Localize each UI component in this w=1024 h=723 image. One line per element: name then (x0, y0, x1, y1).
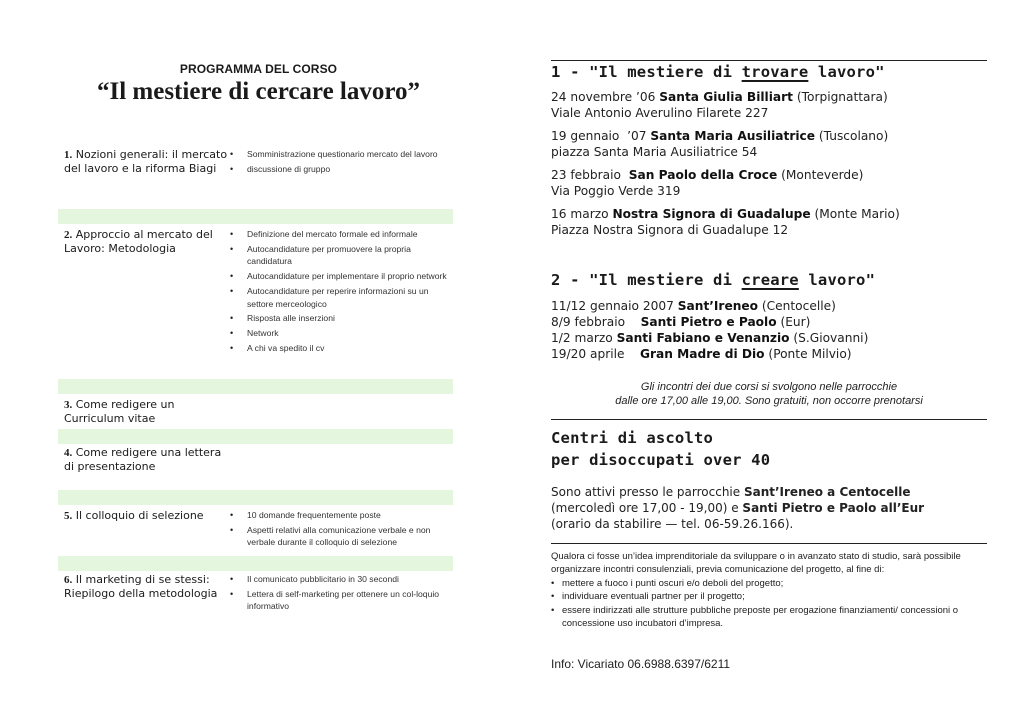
event-entry (551, 314, 987, 330)
centri-text: (orario da stabilire — tel. 06-59.26.166). (551, 517, 794, 531)
event-entry (551, 330, 987, 346)
module-number: 6. (64, 574, 73, 586)
module-topics (230, 509, 452, 551)
course-title-prefix: 1 - "Il mestiere di (551, 63, 742, 81)
event-address: piazza Santa Maria Ausiliatrice 54 (551, 145, 758, 159)
module-4 (58, 446, 453, 486)
module-label: Come redigere una lettera di presentazione (64, 446, 222, 473)
top-divider (551, 60, 987, 61)
idea-intro: Qualora ci fosse un’idea imprenditoriale da sviluppare o in avanzato stato di studio, sarà possibile organizzare incontri consulenziali, previa comunicazione del progetto, al fine di: (551, 551, 961, 576)
idea-list (551, 577, 987, 631)
topic-item: • Definizione del mercato formale ed informale (230, 228, 452, 240)
course-1-title (551, 63, 987, 81)
event-area: (Tuscolano) (815, 129, 889, 143)
event-place: Santi Fabiano e Venanzio (616, 331, 790, 345)
event-area: (Monteverde) (777, 168, 864, 182)
topic-item: • Aspetti relativi alla comunicazione verbale e non verbale durante il colloquio di selezione (230, 524, 452, 549)
topic-item: • Autocandidature per promuovere la propria candidatura (230, 243, 452, 268)
separator-band (58, 379, 453, 394)
event-entry (551, 167, 987, 199)
module-number: 3. (64, 399, 73, 411)
event-list (551, 298, 987, 362)
program-title: “Il mestiere di cercare lavoro” (96, 78, 421, 105)
centri-parish: Santi Pietro e Paolo all’Eur (742, 501, 925, 515)
module-title (64, 573, 229, 601)
event-date: 23 febbraio (551, 168, 629, 182)
event-date: 24 novembre ’06 (551, 90, 660, 104)
course-2-section (551, 271, 987, 362)
lower-divider (551, 543, 987, 544)
module-title (64, 446, 229, 474)
topic-item: • Risposta alle inserzioni (230, 312, 452, 324)
module-6 (58, 573, 453, 619)
idea-item: • individuare eventuali partner per il progetto; (551, 590, 987, 603)
topic-item: • Lettera di self-marketing per ottenere un col-loquio informativo (230, 588, 452, 613)
event-entry (551, 128, 987, 160)
module-2 (58, 228, 453, 378)
event-entry (551, 346, 987, 362)
module-number: 5. (64, 510, 73, 522)
module-topics (230, 228, 452, 357)
event-date: 8/9 febbraio (551, 315, 641, 329)
module-number: 4. (64, 447, 73, 459)
event-address: Viale Antonio Averulino Filarete 227 (551, 106, 769, 120)
event-place: Santa Maria Ausiliatrice (650, 129, 815, 143)
idea-section (551, 550, 987, 630)
course-title-suffix: lavoro" (808, 63, 885, 81)
module-1 (58, 148, 453, 208)
module-number: 2. (64, 229, 73, 241)
module-topics (230, 148, 452, 178)
module-label: Nozioni generali: il mercato del lavoro e la riforma Biagi (64, 148, 228, 175)
separator-band (58, 490, 453, 505)
course-title-suffix: lavoro" (798, 271, 876, 289)
left-header (58, 62, 453, 106)
module-label: Approccio al mercato del Lavoro: Metodologia (64, 228, 213, 255)
course-1-section (551, 63, 987, 238)
event-date: 16 marzo (551, 207, 613, 221)
program-label: PROGRAMMA DEL CORSO (179, 62, 338, 76)
topic-item: • Autocandidature per implementare il proprio network (230, 270, 452, 282)
course-title-keyword: trovare (741, 63, 809, 81)
module-topics (230, 573, 452, 615)
topic-item: • Autocandidature per reperire informazioni su un settore merceologico (230, 285, 452, 310)
separator-band (58, 556, 453, 571)
event-area: (Torpignattara) (792, 90, 888, 104)
module-title (64, 148, 229, 176)
topic-item: • discussione di gruppo (230, 163, 452, 175)
event-entry (551, 89, 987, 121)
event-date: 11/12 gennaio 2007 (551, 299, 678, 313)
module-label: Come redigere un Curriculum vitae (64, 398, 175, 425)
separator-band (58, 209, 453, 224)
event-place: Gran Madre di Dio (639, 347, 765, 361)
event-date: 1/2 marzo (551, 331, 617, 345)
event-place: Sant’Ireneo (677, 299, 759, 313)
centri-title (551, 427, 987, 471)
event-entry (551, 298, 987, 314)
centri-parish: Sant’Ireneo a Centocelle (743, 485, 911, 499)
event-place: San Paolo della Croce (628, 168, 778, 182)
centri-text: (mercoledì ore 17,00 - 19,00) e (551, 501, 743, 515)
event-area: (Ponte Milvio) (764, 347, 852, 361)
module-label: Il marketing di se stessi: Riepilogo della metodologia (64, 573, 218, 600)
note-line: dalle ore 17,00 alle 19,00. Sono gratuiti, non occorre prenotarsi (615, 395, 923, 407)
event-place: Santi Pietro e Paolo (640, 315, 777, 329)
event-area: (Centocelle) (758, 299, 836, 313)
topic-item: • 10 domande frequentemente poste (230, 509, 452, 521)
centri-text: Sono attivi presso le parrocchie (551, 485, 744, 499)
course-note (551, 380, 987, 408)
module-title (64, 398, 229, 426)
note-line: Gli incontri dei due corsi si svolgono nelle parrocchie (640, 381, 898, 393)
centri-title-line: per disoccupati over 40 (551, 451, 771, 469)
event-area: (Eur) (776, 315, 811, 329)
centri-title-line: Centri di ascolto (551, 429, 714, 447)
module-title (64, 509, 229, 523)
event-area: (S.Giovanni) (789, 331, 869, 345)
centri-body (551, 484, 987, 532)
event-entry (551, 206, 987, 238)
centri-section (551, 427, 987, 532)
module-number: 1. (64, 149, 73, 161)
event-address: Piazza Nostra Signora di Guadalupe 12 (551, 223, 789, 237)
separator-band (58, 429, 453, 444)
course-title-keyword: creare (741, 271, 799, 289)
course-2-title (551, 271, 987, 289)
module-5 (58, 509, 453, 555)
event-date: 19 gennaio ’07 (551, 129, 651, 143)
event-place: Nostra Signora di Guadalupe (612, 207, 811, 221)
module-3 (58, 398, 453, 428)
topic-item: • Somministrazione questionario mercato del lavoro (230, 148, 452, 160)
module-title (64, 228, 229, 256)
event-address: Via Poggio Verde 319 (551, 184, 681, 198)
topic-item: • Il comunicato pubblicitario in 30 secondi (230, 573, 452, 585)
course-title-prefix: 2 - "Il mestiere di (551, 271, 742, 289)
info-contact: Info: Vicariato 06.6988.6397/6211 (551, 657, 731, 671)
module-label: Il colloquio di selezione (72, 509, 204, 522)
idea-item: • mettere a fuoco i punti oscuri e/o deboli del progetto; (551, 577, 987, 590)
event-place: Santa Giulia Billiart (659, 90, 793, 104)
topic-item: • A chi va spedito il cv (230, 342, 452, 354)
event-area: (Monte Mario) (810, 207, 900, 221)
middle-divider (551, 419, 987, 420)
topic-item: • Network (230, 327, 452, 339)
event-date: 19/20 aprile (551, 347, 640, 361)
idea-item: • essere indirizzati alle strutture pubbliche preposte per erogazione finanziamenti/ concessioni o concessione uso incubatori d’impresa. (551, 604, 987, 631)
